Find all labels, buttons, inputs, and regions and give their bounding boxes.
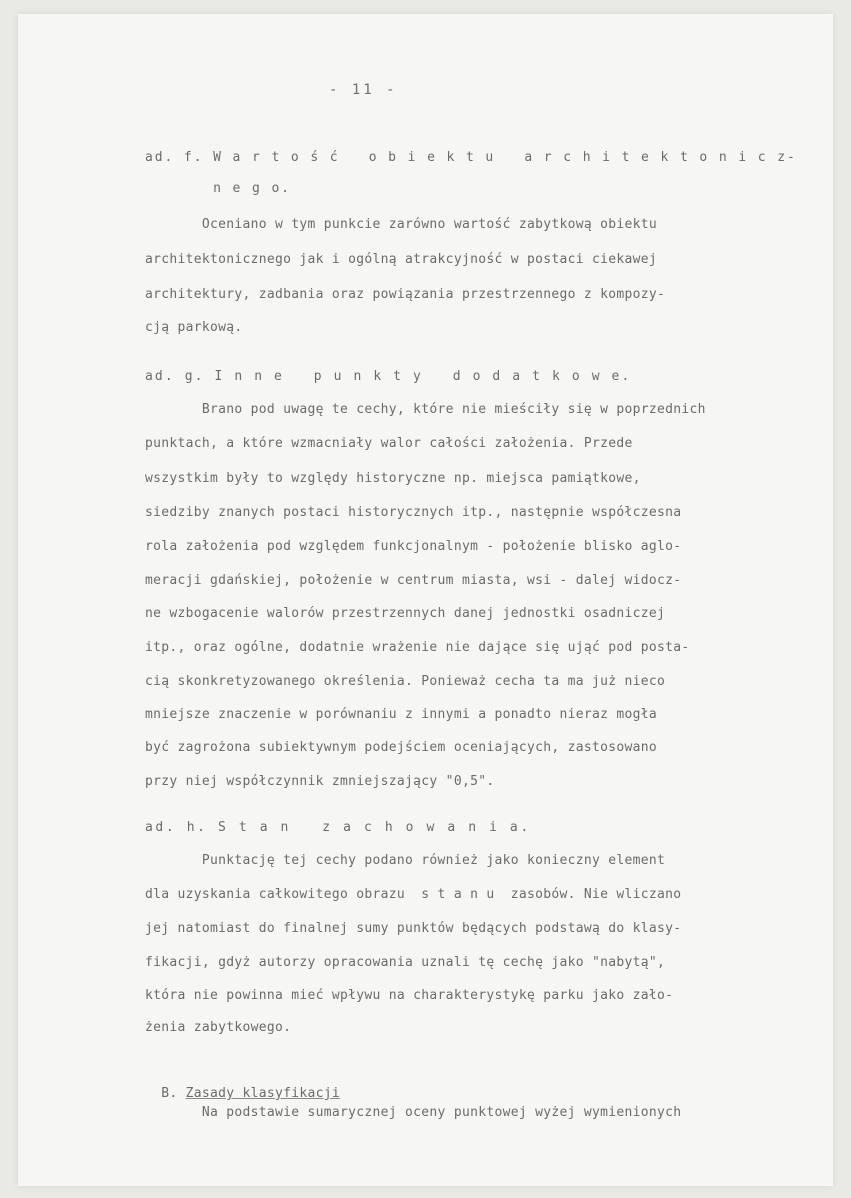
paragraph-line: punktach, a które wzmacniały walor całości założenia. Przede bbox=[145, 436, 633, 451]
page-number: - 11 - bbox=[329, 82, 398, 98]
heading-ad-f-cont: n e g o. bbox=[145, 181, 291, 196]
paragraph-line: cją parkową. bbox=[145, 320, 243, 335]
paragraph-line: architektury, zadbania oraz powiązania przestrzennego z kompozy- bbox=[145, 287, 666, 302]
paragraph-line: Oceniano w tym punkcie zarówno wartość zabytkową obiektu bbox=[145, 217, 657, 232]
paragraph-line: jej natomiast do finalnej sumy punktów będących podstawą do klasy- bbox=[145, 921, 682, 936]
paragraph-line: mniejsze znaczenie w porównaniu z innymi a ponadto nieraz mogła bbox=[145, 707, 657, 722]
paragraph-line: być zagrożona subiektywnym podejściem oceniających, zastosowano bbox=[145, 740, 657, 755]
paragraph-line: architektonicznego jak i ogólną atrakcyjność w postaci ciekawej bbox=[145, 252, 657, 267]
paragraph-line: itp., oraz ogólne, dodatnie wrażenie nie dające się ująć pod posta- bbox=[145, 640, 690, 655]
paragraph-line: rola założenia pod względem funkcjonalnym - położenie blisko aglo- bbox=[145, 539, 682, 554]
paragraph-line: dla uzyskania całkowitego obrazu s t a n u zasobów. Nie wliczano bbox=[145, 887, 682, 902]
section-letter: B. bbox=[161, 1086, 186, 1101]
document-page bbox=[18, 14, 833, 1186]
paragraph-line: która nie powinna mieć wpływu na charakterystykę parku jako zało- bbox=[145, 988, 674, 1003]
heading-ad-h: ad. h. S t a n z a c h o w a n i a. bbox=[145, 820, 531, 835]
section-b-title: Zasady klasyfikacji bbox=[185, 1086, 341, 1101]
paragraph-line: Na podstawie sumarycznej oceny punktowej wyżej wymienionych bbox=[145, 1105, 682, 1120]
paragraph-line: meracji gdańskiej, położenie w centrum miasta, wsi - dalej widocz- bbox=[145, 573, 682, 588]
paragraph-line: cią skonkretyzowanego określenia. Ponieważ cecha ta ma już nieco bbox=[145, 674, 666, 689]
heading-ad-g: ad. g. I n n e p u n k t y d o d a t k o w e. bbox=[145, 369, 632, 384]
paragraph-line: żenia zabytkowego. bbox=[145, 1020, 292, 1035]
paragraph-line: siedziby znanych postaci historycznych itp., następnie współczesna bbox=[145, 505, 682, 520]
section-b-label bbox=[145, 1070, 340, 1102]
paragraph-line: fikacji, gdyż autorzy opracowania uznali tę cechę jako "nabytą", bbox=[145, 955, 666, 970]
paragraph-line: Punktację tej cechy podano również jako konieczny element bbox=[145, 853, 666, 868]
paragraph-line: ne wzbogacenie walorów przestrzennych danej jednostki osadniczej bbox=[145, 606, 666, 621]
paragraph-line: Brano pod uwagę te cechy, które nie mieściły się w poprzednich bbox=[145, 402, 706, 417]
paragraph-line: przy niej współczynnik zmniejszający "0,5". bbox=[145, 774, 495, 789]
heading-ad-f: ad. f. W a r t o ś ć o b i e k t u a r c h i t e k t o n i c z- bbox=[145, 150, 797, 165]
paragraph-line: wszystkim były to względy historyczne np. miejsca pamiątkowe, bbox=[145, 471, 641, 486]
